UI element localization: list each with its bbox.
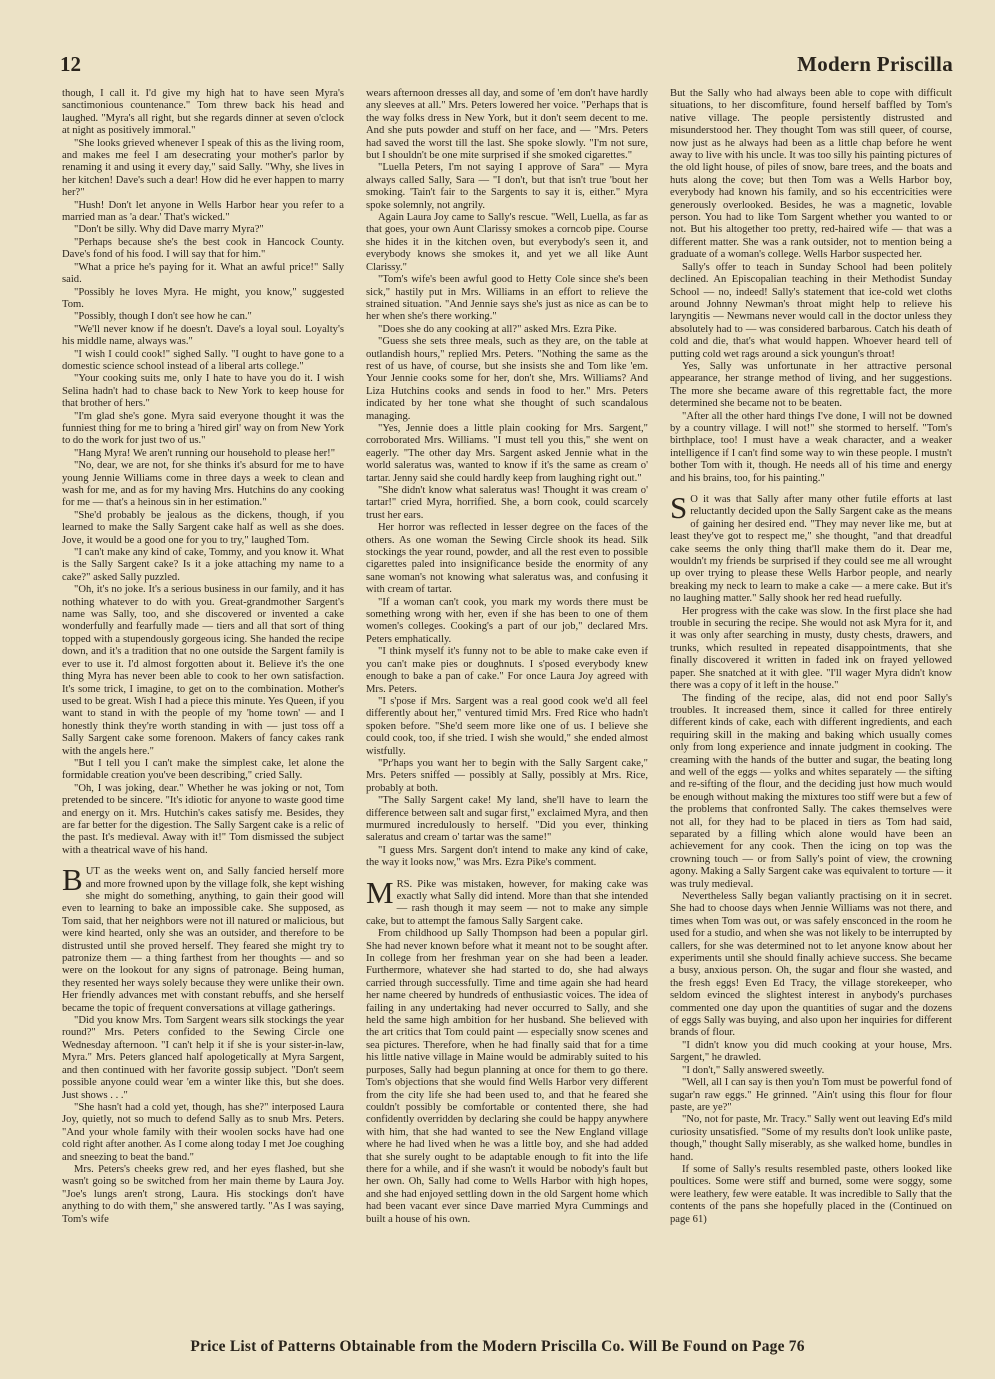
paragraph: "Does she do any cooking at all?" asked Mrs. Ezra Pike. bbox=[378, 323, 617, 335]
paragraph: "What a price he's paying for it. What an awful price!" Sally said. bbox=[62, 261, 344, 286]
paragraph: "Oh, it's no joke. It's a serious business in our family, and it has nothing whatever to do with you. Great-grandmother Sargent's name was Sally, too, and she discovered or invented a cake wonderfully and fearfully made — tiers and all that sort of thing topped with a stupendously gorgeous icing. She handed the recipe down, and it's a tradition that no one outside the Sargent family is ever to use it. I'd almost forgotten about it. Believe it's the one thing Myra has never been able to cook to her own satisfaction. It's some trick, I imagine, to get on to the combination. Mother's used to be great. Wish I had a piece this minute. Yes Queen, if you want to stand in with the people of my 'home town' — and I honestly think they're worth standing in with — just toss off a Sally Sargent cake some forenoon. Makers of fancy cakes rank with the angels here." bbox=[62, 584, 344, 757]
article-columns bbox=[62, 88, 952, 1328]
paragraph: Mrs. Peters's cheeks grew red, and her eyes flashed, but she wasn't going so be switched from her main theme by Laura Joy. "Joe's lungs aren't strong, Laura. His stockings don't have anything to do with them," she answered tartly. "As I was saying, Tom's wife bbox=[62, 1163, 344, 1225]
paragraph: "Your cooking suits me, only I hate to have you do it. I wish Selina hadn't had to chase back to New York to keep house for that brother of hers." bbox=[62, 373, 344, 410]
paragraph: though, I call it. I'd give my high hat to have seen Myra's sanctimonious countenance." Tom threw back his head and laughed. "Myra's all right, but she regards dinner at seven o'clock at night as positively immoral." bbox=[62, 88, 344, 137]
paragraph: "I don't," Sally answered sweetly. bbox=[682, 1064, 825, 1076]
drop-cap-initial: S bbox=[670, 490, 688, 525]
paragraph: "Yes, Jennie does a little plain cooking for Mrs. Sargent," corroborated Mrs. Williams. "I must tell you this," she went on eagerly. "The other day Mrs. Sargent asked Jennie what in the world saleratus was, wanted to know if it's the same as cream o' tartar. Jenny said she could hardly keep from laughing right out." bbox=[366, 422, 648, 484]
paragraph: "The Sally Sargent cake! My land, she'll have to learn the difference between salt and sugar first," exclaimed Myra, and then murmured incredulously to herself. "Did you ever, thinking saleratus and cream o' tartar was the same!" bbox=[366, 795, 648, 844]
paragraph: "I can't make any kind of cake, Tommy, and you know it. What is the Sally Sargent cake? Is it a joke attaching my name to a cake?" asked Sally puzzled. bbox=[62, 547, 344, 583]
paragraph: "Oh, I was joking, dear." Whether he was joking or not, Tom pretended to be sincere. "It's idiotic for anyone to waste good time and energy on it. Mrs. Hutchin's cakes satisfy me. Besides, they are far better for the digestion. The Sally Sargent cake is a relic of the past. It's medieval. Away with it!" Tom dismissed the subject with a theatrical wave of his hand. bbox=[62, 782, 344, 856]
paragraph bbox=[670, 490, 952, 606]
paragraph: "No, not for paste, Mr. Tracy." Sally went out leaving Ed's mild curiosity unsatisfied. "Some of my results don't look unlike paste, though," thought Sally miserably, as she walked home, bundles in hand. bbox=[670, 1114, 952, 1163]
paragraph-text: RS. Pike was mistaken, however, for making cake was exactly what Sally did intend. More than that she intended — rash though it may seem — not to make any simple cake, but to attempt the famous Sally Sargent cake. bbox=[366, 878, 648, 927]
paragraph: "No, dear, we are not, for she thinks it's absurd for me to have young Jennie Williams come in three days a week to clean and wash for me, and as for my having Mrs. Hutchins do any cooking for me — that's a heinous sin in her estimation." bbox=[62, 460, 344, 509]
paragraph: "She hasn't had a cold yet, though, has she?" interposed Laura Joy, quietly, not so much to defend Sally as to snub Mrs. Peters. "And your whole family with their woolen socks have had one cold right after another. As I come along today I met Joe coughing and sneezing to beat the band." bbox=[62, 1101, 344, 1163]
text-column-2 bbox=[366, 88, 648, 1328]
paragraph-text: O it was that Sally after many other futile efforts at last reluctantly decided upon the Sally Sargent cake as the means of gaining her desired end. "They may never like me, but at least they've got to respect me," she thought, "and that dreadful cake seems the only thing that'll make them do it. Dear me, wouldn't my friends be surprised if they could see me all wrought up over trying to please these Wells Harbor people, and nearly breaking my neck to learn to make a cake — a mere cake. But it's no laughing matter." Sally shook her red head ruefully. bbox=[670, 494, 952, 605]
paragraph bbox=[366, 874, 648, 929]
paragraph: "Hush! Don't let anyone in Wells Harbor hear you refer to a married man as 'a dear.' That's wicked." bbox=[62, 199, 344, 224]
paragraph-text: UT as the weeks went on, and Sally fancied herself more and more frowned upon by the village folk, she kept wishing she might do something, anything, to gain their good will even to learning to bake an impossible cake. She supposed, as Tom said, that her neighbors were not ill natured or malicious, but were kind hearted, only she was an outsider, and therefore to be distrusted until she proved herself. They feared she might try to patronize them — a thing farthest from her thoughts — and so were on the lookout for any signs of patronage. Being human, they resented her ways solely because they were unlike their own. Her friendly advances met with constant rebuffs, and she herself became the topic of frequent conversations at village gatherings. bbox=[62, 866, 344, 1014]
text-column-3 bbox=[670, 88, 952, 1328]
paragraph: "Hang Myra! We aren't running our household to please her!" bbox=[74, 447, 336, 459]
paragraph: "Well, all I can say is then you'n Tom must be powerful fond of sugar'n raw eggs." He grinned. "Ain't using this flour for flour paste, are ye?" bbox=[670, 1077, 952, 1113]
page-number: 12 bbox=[60, 52, 81, 76]
paragraph: "After all the other hard things I've done, I will not be downed by a country village. I will not!" she stormed to herself. "Tom's birthplace, too! I must have a weak character, and a weaker intelligence if I can't find some way to win these people. I mustn't bother Tom with it, though. He needs all of his time and energy and his brains, too, for his painting." bbox=[670, 410, 952, 484]
text-column-1 bbox=[62, 88, 344, 1328]
drop-cap-initial: B bbox=[62, 862, 83, 898]
paragraph: "I wish I could cook!" sighed Sally. "I ought to have gone to a domestic science school instead of a liberal arts college." bbox=[62, 348, 344, 372]
paragraph: "Don't be silly. Why did Dave marry Myra?" bbox=[74, 224, 264, 236]
paragraph: The finding of the recipe, alas, did not end poor Sally's troubles. It increased them, since it called for three entirely different kinds of cake, each with different ingredients, and each requiring skill in the making and baking which usually comes only from long experience and innate judgment in cooking. The creaming with the hands of the butter and sugar, the beating long and well of the eggs — yolks and whites separately — the sifting and re-sifting of the flour, and the deciding just how much would be enough without making the mixtures too stiff were but a few of the problems that confronted Sally. The cakes themselves were not all, for they had to be placed in tiers as Tom had said, separated by a filling which alone would have been an achievement for any cook. Then the icing on top was the crowning touch — or from Sally's point of view, the crowning agony. Making a Sally Sargent cake was equivalent to torture — it was truly medieval. bbox=[670, 692, 952, 890]
paragraph: From childhood up Sally Thompson had been a popular girl. She had never known before what it meant not to be sought after. In college from her freshman year on she had been a leader. Furthermore, whatever she had started to do, she had always carried through successfully. Time and time again she had heard her name cheered by hundreds of enthusiastic voices. The idea of failing in any undertaking had never occurred to Sally, and she held the same high ambition for her husband. She believed with the art critics that Tom could paint — especially snow scenes and sea pictures. Therefore, when he had finally said that for a time his little native village in Maine would be admirably suited to his purposes, Sally had begun planning at once for them to go there. Tom's objections that she would find Wells Harbor very different from the city life she had been used to, and that he feared she couldn't possibly be comfortable or contented there, she had confidently overridden by declaring she could be happy anywhere with him, that she had wanted to see the New England village where he had lived when he was a little boy, and she had added that she surely ought to be adaptable enough to fit into the life there for a while, and if she wasn't it would be nobody's fault but her own. Oh, Sally had come to Wells Harbor with high hopes, and she had enjoyed settling down in the old Sargent home which had been vacant ever since Dave married Myra Cummings and built a house of his own. bbox=[366, 928, 648, 1225]
paragraph: "Luella Peters, I'm not saying I approve of Sara" — Myra always called Sally, Sara — "I don't, but that isn't true 'bout her smoking. 'Tain't fair to the Sargents to say it is, either." Myra spoke solemnly, not angrily. bbox=[366, 162, 648, 211]
paragraph: "Did you know Mrs. Tom Sargent wears silk stockings the year round?" Mrs. Peters confided to the Sewing Circle one Wednesday afternoon. "I can't help it if she is your sister-in-law, Myra." Mrs. Peters glanced half apologetically at Myra Sargent, and then continued with her favorite gossip subject. "Don't seem possible anyone could wear 'em a winter like this, but she does. Just shows . . ." bbox=[62, 1015, 344, 1101]
paragraph: "I'm glad she's gone. Myra said everyone thought it was the funniest thing for me to bring a 'hired girl' way on from New York to do the work for just two of us." bbox=[62, 410, 344, 447]
paragraph: "Perhaps because she's the best cook in Hancock County. Dave's fond of his food. I will say that for him." bbox=[62, 236, 344, 261]
paragraph: "We'll never know if he doesn't. Dave's a loyal soul. Loyalty's his middle name, always was." bbox=[62, 323, 344, 348]
paragraph: If some of Sally's results resembled paste, others looked like poultices. Some were stiff and burned, some were soggy, some were leathery, few were eatable. It was incredible to Sally that the contents of the pans she hopefully placed in the (Continued on page 61) bbox=[670, 1163, 952, 1225]
paragraph: "She'd probably be jealous as the dickens, though, if you learned to make the Sally Sargent cake half as well as she does. Jove, it would be a good one for you to try," laughed Tom. bbox=[62, 509, 344, 546]
paragraph: Nevertheless Sally began valiantly practising on it in secret. She had to choose days when Jennie Williams was not there, and times when Tom was out, or was safely ensconced in the room he used for a studio, and when she was not likely to be interrupted by callers, for she was determined not to let anyone know about her experiments until she should finally achieve success. She became a busy, anxious person. Oh, the sugar and flour she wasted, and the fresh eggs! Even Ed Tracy, the village storekeeper, who seldom evinced the slightest interest in anybody's purchases commented one day upon the quantities of sugar and the dozens of eggs Sally was buying, and also upon her inquiries for different brands of flour. bbox=[670, 891, 952, 1039]
paragraph: "I think myself it's funny not to be able to make cake even if you can't make pies or doughnuts. I s'posed everybody knew enough to bake a pan of cake." For once Laura Joy agreed with Mrs. Peters. bbox=[366, 646, 648, 695]
paragraph: "She looks grieved whenever I speak of this as the living room, and makes me feel I am desecrating your mother's parlor by renaming it and using it every day," said Sally. "Why, she lives in her kitchen! Dave's such a dear! How did he ever happen to marry her?" bbox=[62, 137, 344, 199]
paragraph: "Guess she sets three meals, such as they are, on the table at outlandish hours," replied Mrs. Peters. "Nothing the same as the rest of us have, of course, but she insists she and Tom like 'em. Your Jennie cooks some for her, don't she, Mrs. Williams? And Liza Hutchins cooks and sends in food to her." Mrs. Peters indicated by her tone what she thought of such scandalous managing. bbox=[366, 336, 648, 422]
paragraph: wears afternoon dresses all day, and some of 'em don't have hardly any sleeves at all." Mrs. Peters lowered her voice. "Perhaps that is the way folks dress in New York, but it don't seem decent to me. And she puts powder and stuff on her face, and — "Mrs. Peters had saved the worst till the last. She spoke slowly. "I'm not sure, but I shouldn't be one mite surprised if she smoked cigarettes." bbox=[366, 88, 648, 162]
drop-cap-initial: M bbox=[366, 874, 394, 910]
paragraph: "I s'pose if Mrs. Sargent was a real good cook we'd all feel differently about her," ventured timid Mrs. Fred Rice who hadn't spoken before. "She'd seem more like one of us. I believe she could cook, too, if she tried. I wish she would," she ended almost wistfully. bbox=[366, 695, 648, 757]
paragraph: Her progress with the cake was slow. In the first place she had trouble in securing the recipe. She would not ask Myra for it, and it was only after searching in musty, dusty chests, drawers, and trunks, which resulted in repeated disappointments, that she finally discovered it written in faded ink on frayed yellowed paper. She snatched at it with glee. "I'll wager Myra didn't know there was a copy of it left in the house." bbox=[670, 605, 952, 692]
paragraph: Again Laura Joy came to Sally's rescue. "Well, Luella, as far as that goes, your own Aunt Clarissy smokes a corncob pipe. Course she hides it in the kitchen oven, but everybody's seen it, and everybody knows she smokes it, and yet we all like Aunt Clarissy." bbox=[366, 212, 648, 273]
magazine-title: Modern Priscilla bbox=[797, 52, 953, 76]
paragraph: Her horror was reflected in lesser degree on the faces of the others. As one woman the Sewing Circle shook its head. Silk stockings the year round, powder, and all the rest even to possible cigarettes paled into insignificance beside the enormity of any sane woman's not knowing what saleratus was, and confusing it with cream of tartar. bbox=[366, 522, 648, 596]
paragraph: "I guess Mrs. Sargent don't intend to make any kind of cake, the way it looks now," was Mrs. Ezra Pike's comment. bbox=[366, 844, 648, 869]
paragraph: "Pr'haps you want her to begin with the Sally Sargent cake," Mrs. Peters sniffed — possibly at Sally, possibly at Mrs. Rice, probably at both. bbox=[366, 757, 648, 794]
paragraph: "She didn't know what saleratus was! Thought it was cream o' tartar!" cried Myra, horrified. She, a born cook, could scarcely trust her ears. bbox=[366, 485, 648, 521]
paragraph: But the Sally who had always been able to cope with difficult situations, to her discomfiture, found herself baffled by Tom's native village. The people persistently distrusted and misunderstood her. They thought Tom was still queer, of course, now just as he always had been as a little chap before he went away to live with his uncle. It was too silly his painting pictures of the old light house, of piles of snow, bare trees, and the boats and huts along the cove; but then Tom was a Wells Harbor boy, everybody had known his family, and so his eccentricities were generously overlooked. Besides, he was a magnetic, lovable person. You had to like Tom Sargent whether you wanted to or not. But his altogether too pretty, red-haired wife — that was a different matter. She was a rank outsider, not to mention being a graduate of a woman's college. Wells Harbor suspected her. bbox=[670, 88, 952, 261]
paragraph: "If a woman can't cook, you mark my words there must be something wrong with her, even if she has been to one of them women's colleges. Cooking's a part of our job," declared Mrs. Peters emphatically. bbox=[366, 596, 648, 645]
paragraph: "Possibly he loves Myra. He might, you know," suggested Tom. bbox=[62, 286, 344, 310]
page-header bbox=[60, 52, 953, 77]
paragraph: Sally's offer to teach in Sunday School had been politely declined. An Episcopalian teaching in their Methodist Sunday School — no, indeed! Sally's statement that ice-cold wet cloths around Johnny Newman's throat might help to relieve his laryngitis — Newmans never would call in the doctor unless they absolutely had to — was considered barbarous. Catch his death of cold and die, that's what would happen. Whoever heard tell of putting cold wet rags around a sick youngun's throat! bbox=[670, 261, 952, 360]
paragraph bbox=[62, 862, 344, 1015]
paragraph: Yes, Sally was unfortunate in her attractive personal appearance, her strange method of living, and her suggestions. The more she became aware of this regrettable fact, the more determined she became not to be beaten. bbox=[670, 360, 952, 410]
paragraph: "Tom's wife's been awful good to Hetty Cole since she's been sick," hastily put in Mrs. Williams in an effort to relieve the strained situation. "And Jennie says she's just as nice as can be to her when she's there working." bbox=[366, 274, 648, 323]
paragraph: "Possibly, though I don't see how he can." bbox=[74, 311, 252, 323]
pattern-price-list-notice: Price List of Patterns Obtainable from the Modern Priscilla Co. Will Be Found on Page 76 bbox=[190, 1338, 805, 1355]
paragraph: "I didn't know you did much cooking at your house, Mrs. Sargent," he drawled. bbox=[670, 1039, 952, 1064]
paragraph: "But I tell you I can't make the simplest cake, let alone the formidable creation you've been describing," cried Sally. bbox=[62, 757, 344, 782]
